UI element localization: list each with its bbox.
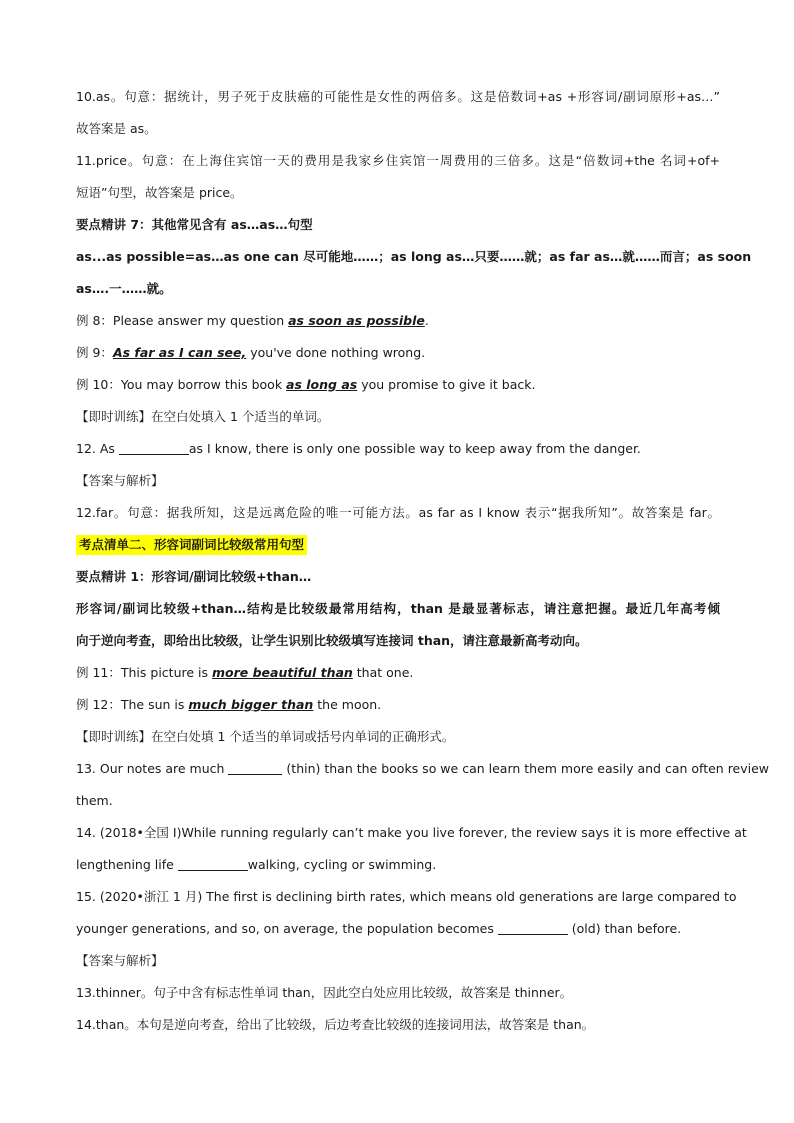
key-point-7-line-1: as...as possible=as…as one can 尽可能地……；as long as…只要……就；as far as…就……而言；as soon	[76, 249, 752, 264]
example-10-end: you promise to give it back.	[357, 377, 536, 392]
example-11-end: that one.	[352, 665, 414, 680]
example-10-phrase: as long as	[286, 377, 358, 392]
question-15-line-2	[76, 920, 720, 938]
answer-12: 12.far。句意：据我所知，这是远离危险的唯一可能方法。as far as I know 表示“据我所知”。故答案是 far。	[76, 505, 720, 520]
example-9-phrase: As far as I can see,	[112, 345, 247, 360]
answer-13: 13.thinner。句子中含有标志性单词 than，因此空白处应用比较级，故答案是 thinner。	[76, 985, 573, 1000]
example-9	[76, 344, 720, 362]
question-14-blank	[178, 857, 248, 871]
answer-11-line-2: 短语”句型，故答案是 price。	[76, 185, 243, 200]
question-14-text: lengthening life	[76, 857, 178, 872]
question-12-blank	[119, 441, 189, 455]
key-point-7-title: 要点精讲 7：其他常见含有 as…as…句型	[76, 217, 313, 232]
key-point-7-line-2: as….一……就。	[76, 281, 172, 296]
key-point-1-title: 要点精讲 1：形容词/副词比较级+than…	[76, 569, 312, 584]
drill-heading-2: 【即时训练】在空白处填 1 个适当的单词或括号内单词的正确形式。	[76, 729, 455, 744]
question-15-rest: (old) than before.	[567, 921, 682, 936]
section-2-heading	[76, 535, 720, 555]
answer-10-line-1: 10.as。句意：据统计，男子死于皮肤癌的可能性是女性的两倍多。这是倍数词+as +形容词/副词原形+as…”	[76, 89, 720, 104]
question-12	[76, 440, 720, 458]
answer-11-line-1: 11.price。句意：在上海住宾馆一天的费用是我家乡住宾馆一周费用的三倍多。这是“倍数词+the 名词+of+	[76, 153, 720, 168]
key-point-1-line-2: 向于逆向考查，即给出比较级，让学生识别比较级填写连接词 than，请注意最新高考动向。	[76, 633, 588, 648]
example-9-label: 例 9：	[76, 345, 113, 360]
example-8-text: 例 8：Please answer my question	[76, 313, 289, 328]
answer-heading-1: 【答案与解析】	[76, 473, 164, 488]
example-12-text: 例 12：The sun is	[76, 697, 189, 712]
example-8-phrase: as soon as possible	[288, 313, 425, 328]
question-13-line-1	[76, 760, 770, 778]
key-point-1-line-1: 形容词/副词比较级+than…结构是比较级最常用结构，than 是最显著标志，请注意把握。最近几年高考倾	[76, 601, 720, 616]
question-12-rest: as I know, there is only one possible way to keep away from the danger.	[188, 441, 641, 456]
example-12-phrase: much bigger than	[188, 697, 314, 712]
example-10	[76, 376, 720, 394]
drill-heading-1: 【即时训练】在空白处填入 1 个适当的单词。	[76, 409, 330, 424]
question-15-text: younger generations, and so, on average, the population becomes	[76, 921, 498, 936]
example-11-text: 例 11：This picture is	[76, 665, 212, 680]
question-15-line-1: 15. (2020•浙江 1 月) The first is declining birth rates, which means old generations are large compared to	[76, 889, 737, 904]
example-11	[76, 664, 720, 682]
example-9-text: you've done nothing wrong.	[246, 345, 426, 360]
example-11-phrase: more beautiful than	[212, 665, 353, 680]
question-15-blank	[498, 921, 568, 935]
example-8	[76, 312, 720, 330]
question-14-line-2	[76, 856, 720, 874]
answer-heading-2: 【答案与解析】	[76, 953, 164, 968]
answer-14: 14.than。本句是逆向考查，给出了比较级，后边考查比较级的连接词用法，故答案是 than。	[76, 1017, 595, 1032]
question-13-blank	[228, 761, 282, 775]
example-12	[76, 696, 720, 714]
answer-10-line-2: 故答案是 as。	[76, 121, 157, 136]
example-12-end: the moon.	[313, 697, 382, 712]
question-13-rest: (thin) than the books so we can learn them more easily and can often review	[282, 761, 770, 776]
question-12-text: 12. As	[76, 441, 119, 456]
example-8-end: .	[424, 313, 429, 328]
question-13-text: 13. Our notes are much	[76, 761, 229, 776]
example-10-text: 例 10：You may borrow this book	[76, 377, 287, 392]
question-14-rest: walking, cycling or swimming.	[247, 857, 437, 872]
question-14-line-1: 14. (2018•全国 I)While running regularly can’t make you live forever, the review says it is more effective at	[76, 825, 747, 840]
section-2-title: 考点清单二、形容词副词比较级常用句型	[76, 535, 307, 555]
question-13-line-2: them.	[76, 793, 113, 808]
